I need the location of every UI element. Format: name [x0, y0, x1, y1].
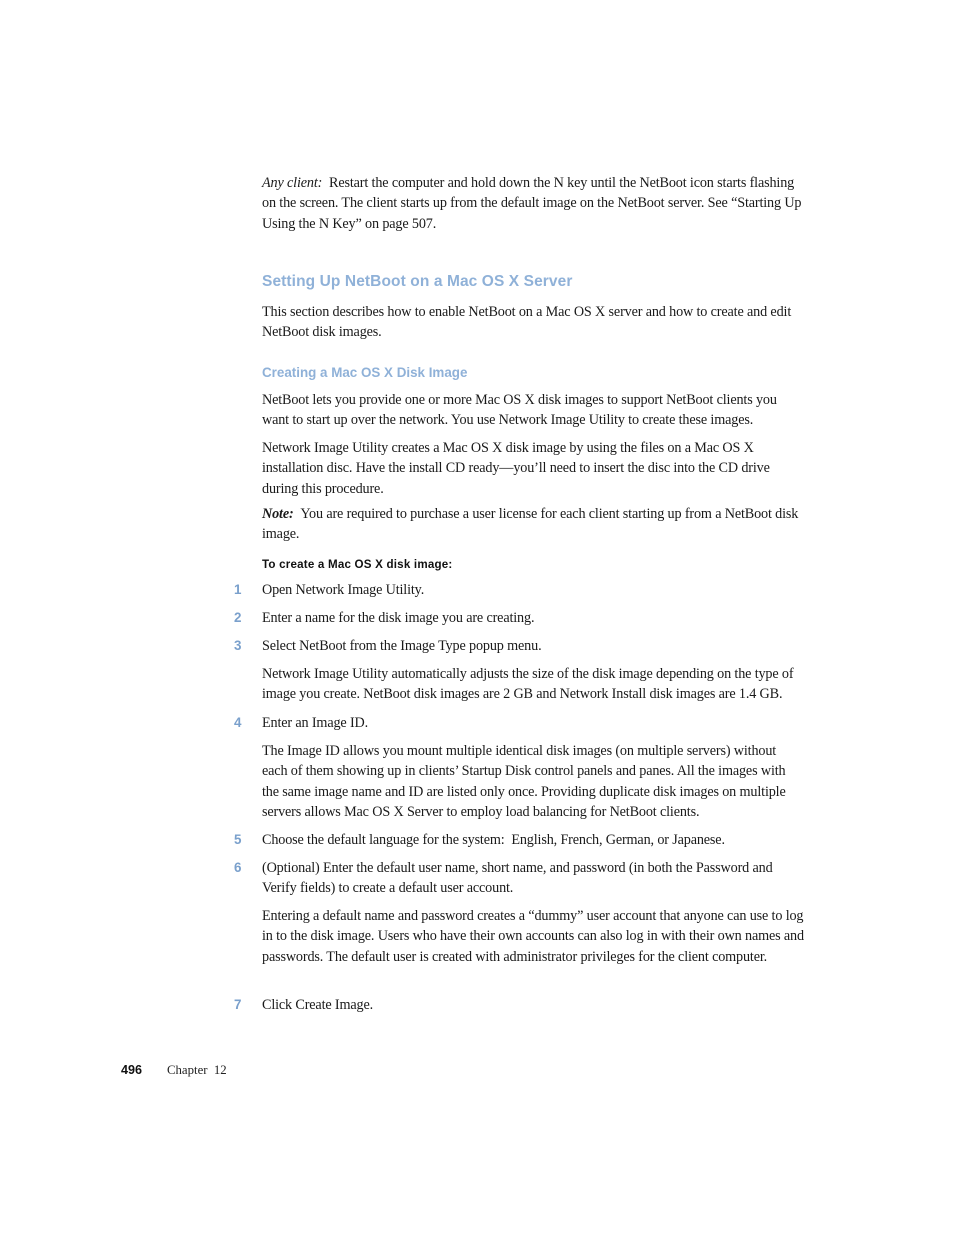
section-heading: Setting Up NetBoot on a Mac OS X Server	[262, 273, 573, 290]
step-6-detail: Entering a default name and password creates a “dummy” user account that anyone can use to log in to the disk image. Users who have their own accounts can also log in with their own names and passwords. The default user is created with administrator privileges for the client computer.	[262, 908, 804, 965]
step-number: 1	[234, 582, 242, 597]
step-7-text: Click Create Image.	[262, 997, 373, 1013]
subsection-para1-text: NetBoot lets you provide one or more Mac OS X disk images to support NetBoot clients you want to start up over the network. You use Network Image Utility to create these images.	[262, 392, 777, 429]
intro-label: Any client:	[262, 175, 323, 191]
step-text	[262, 858, 804, 899]
step-text	[262, 713, 804, 733]
intro-text: Restart the computer and hold down the N key until the NetBoot icon starts flashing on the screen. The client starts up from the default image on the NetBoot server. See “Starting Up Using the N Key” on page 507.	[262, 175, 802, 232]
step-number: 4	[234, 715, 242, 730]
step-text	[262, 608, 804, 628]
intro-paragraph	[262, 173, 804, 234]
step-number: 3	[234, 638, 242, 653]
procedure-heading: To create a Mac OS X disk image:	[262, 558, 453, 571]
step-text	[262, 830, 804, 850]
step-detail	[262, 741, 804, 823]
note-paragraph	[262, 504, 804, 545]
step-number: 6	[234, 860, 242, 875]
step-4-detail: The Image ID allows you mount multiple identical disk images (on multiple servers) without each of them showing up in clients’ Startup Disk control panels and panes. All the images with the same image name and ID are listed only once. Providing duplicate disk images on multiple servers allows Mac OS X Server to employ load balancing for NetBoot clients.	[262, 743, 786, 821]
step-text	[262, 995, 804, 1015]
step-6-text: (Optional) Enter the default user name, short name, and password (in both the Password and Verify fields) to create a default user account.	[262, 860, 773, 897]
subsection-para2-text: Network Image Utility creates a Mac OS X disk image by using the files on a Mac OS X installation disc. Have the install CD ready—you’ll need to insert the disc into the CD drive during this procedure.	[262, 440, 770, 497]
chapter-label: Chapter 12	[167, 1063, 227, 1077]
step-5-text: Choose the default language for the system: English, French, German, or Japanese.	[262, 832, 725, 848]
step-number: 7	[234, 997, 242, 1012]
step-detail	[262, 906, 804, 967]
subsection-para1	[262, 390, 804, 431]
page-number: 496	[121, 1063, 143, 1077]
step-text	[262, 580, 804, 600]
step-number: 2	[234, 610, 242, 625]
step-number: 5	[234, 832, 242, 847]
step-4-text: Enter an Image ID.	[262, 715, 369, 731]
step-2-text: Enter a name for the disk image you are creating.	[262, 610, 535, 626]
step-detail	[262, 664, 804, 705]
step-3-text: Select NetBoot from the Image Type popup menu.	[262, 638, 542, 654]
step-1-text: Open Network Image Utility.	[262, 582, 425, 598]
step-3-detail: Network Image Utility automatically adjusts the size of the disk image depending on the type of image you create. NetBoot disk images are 2 GB and Network Install disk images are 1.4 GB.	[262, 666, 794, 703]
section-description-text: This section describes how to enable NetBoot on a Mac OS X server and how to create and edit NetBoot disk images.	[262, 304, 792, 341]
note-text: You are required to purchase a user license for each client starting up from a NetBoot disk image.	[262, 506, 799, 543]
subsection-para2	[262, 438, 804, 499]
note-label: Note:	[262, 506, 294, 522]
subsection-heading: Creating a Mac OS X Disk Image	[262, 365, 468, 380]
section-description	[262, 302, 804, 343]
step-text	[262, 636, 804, 656]
